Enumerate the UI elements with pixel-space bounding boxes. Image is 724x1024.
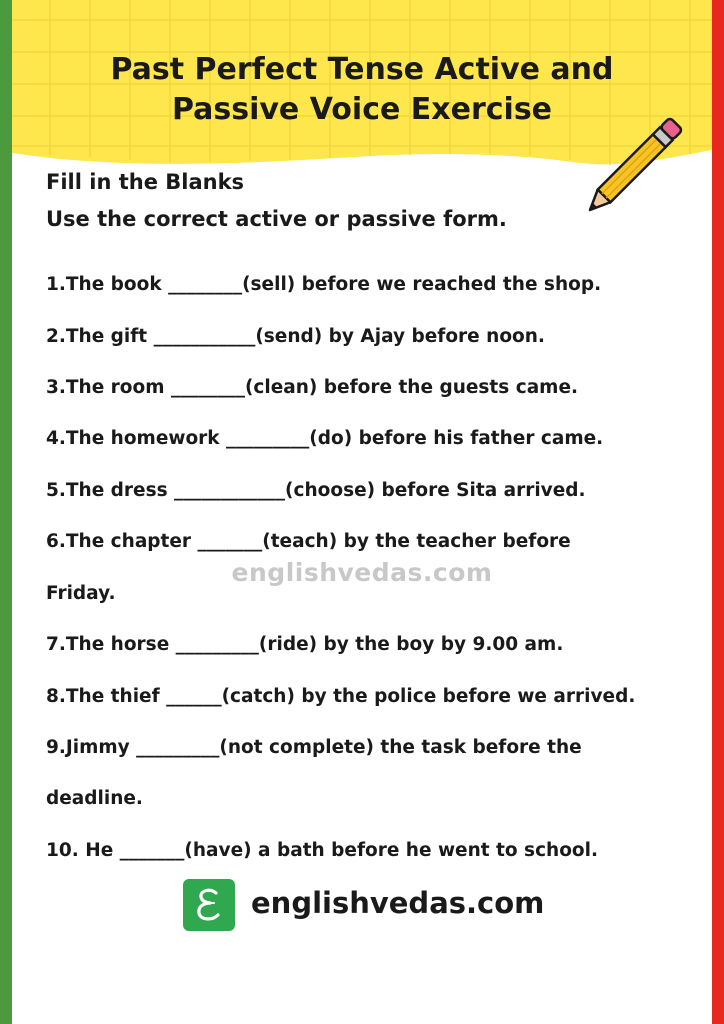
question-2: 2.The gift ___________(send) by Ajay before noon. [46, 326, 545, 347]
question-6-continued: Friday. [46, 583, 116, 604]
right-border-bar [712, 0, 724, 1024]
question-5: 5.The dress ____________(choose) before Sita arrived. [46, 480, 586, 501]
question-4: 4.The homework _________(do) before his father came. [46, 428, 604, 449]
question-10: 10. He _______(have) a bath before he went to school. [46, 840, 598, 861]
question-9-continued: deadline. [46, 788, 143, 809]
title-line-1: Past Perfect Tense Active and [110, 52, 614, 87]
question-7: 7.The horse _________(ride) by the boy by 9.00 am. [46, 634, 564, 655]
question-9: 9.Jimmy _________(not complete) the task before the [46, 737, 582, 758]
watermark: englishvedas.com [231, 558, 493, 587]
englishvedas-logo-icon [183, 879, 235, 931]
question-1: 1.The book ________(sell) before we reached the shop. [46, 274, 602, 295]
question-3: 3.The room ________(clean) before the guests came. [46, 377, 579, 398]
question-6: 6.The chapter _______(teach) by the teacher before [46, 531, 571, 552]
title-line-2: Passive Voice Exercise [171, 92, 553, 127]
pencil-icon [578, 108, 698, 228]
question-8: 8.The thief ______(catch) by the police before we arrived. [46, 686, 636, 707]
footer-site-name: englishvedas.com [251, 886, 545, 920]
instruction-text: Use the correct active or passive form. [46, 207, 507, 231]
instruction-heading: Fill in the Blanks [46, 170, 245, 194]
left-border-bar [0, 0, 12, 1024]
